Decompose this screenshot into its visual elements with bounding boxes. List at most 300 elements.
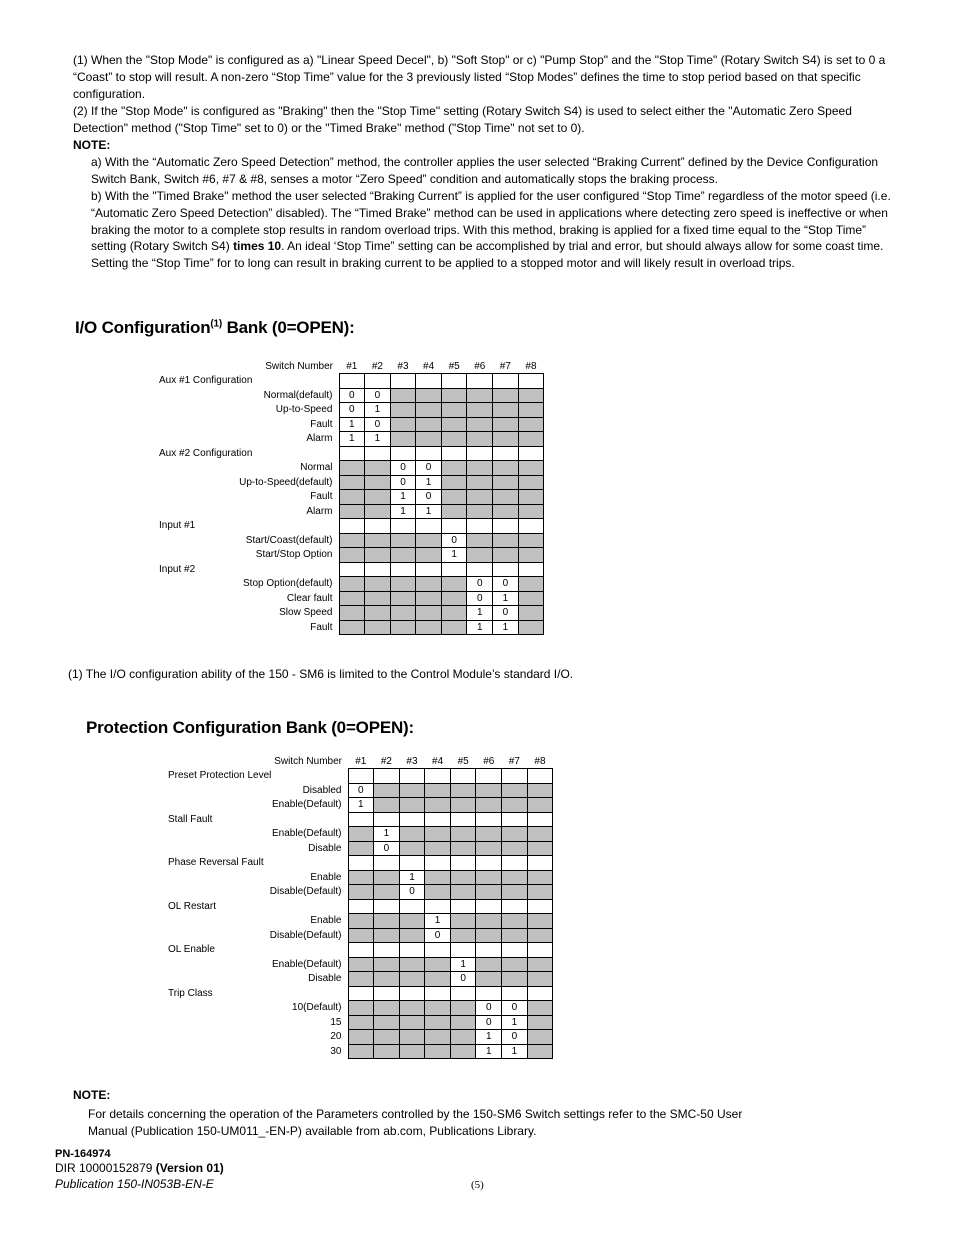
switch-cell-unused [425,798,451,813]
switch-cell-unused [467,403,493,418]
switch-cell [450,812,476,827]
switch-cell-unused [467,475,493,490]
option-row [168,928,553,943]
switch-cell-unused [467,461,493,476]
switch-cell-unused [390,388,416,403]
option-label: Start/Stop Option [255,549,333,561]
io-title-text-end: Bank (0=OPEN): [222,318,355,337]
switch-cell-unused [441,504,467,519]
switch-cell-unused [348,972,374,987]
option-row [168,885,553,900]
switch-cell [399,812,425,827]
switch-cell-unused [502,870,528,885]
switch-cell-unused [348,957,374,972]
option-label: Up-to-Speed [275,404,333,416]
switch-cell-value: 0 [467,591,493,606]
dir-number [55,1161,224,1175]
switch-cell-unused [502,914,528,929]
switch-cell-value: 0 [467,577,493,592]
switch-cell-unused [493,417,519,432]
switch-cell-unused [365,577,391,592]
switch-cell [425,769,451,784]
switch-cell-unused [365,591,391,606]
option-row [168,972,553,987]
option-row [159,533,544,548]
switch-number-header: #6 [474,360,486,372]
option-row [168,914,553,929]
switch-cell [416,562,442,577]
group-label: OL Restart [168,900,216,912]
option-row [159,606,544,621]
group-label: Stall Fault [168,813,213,825]
switch-number-header: #4 [423,360,435,372]
option-label: Alarm [306,505,333,517]
switch-cell-value: 1 [476,1030,502,1045]
switch-cell [441,446,467,461]
switch-cell-unused [527,957,553,972]
io-title-text: I/O Configuration [75,318,211,337]
switch-cell [527,812,553,827]
switch-cell-unused [450,914,476,929]
switch-cell-value: 1 [502,1015,528,1030]
group-row [168,856,553,871]
switch-cell-value: 0 [416,461,442,476]
switch-cell-unused [425,827,451,842]
switch-cell-unused [441,606,467,621]
switch-cell-unused [399,914,425,929]
switch-cell-unused [518,432,544,447]
switch-cell-value: 1 [502,1044,528,1059]
switch-cell-value: 1 [493,620,519,635]
option-row [159,504,544,519]
group-row [159,374,544,389]
switch-cell [425,943,451,958]
switch-cell [348,856,374,871]
switch-number-header: #7 [499,360,511,372]
note-b-text-end: . An ideal ‘Stop Time” setting can be accomplished by trial and error, but should always allow for some coast time. Setting the “Stop Time” for to long can result in braking current to be applied to a stopped motor and will likely result in overload trips. [91,239,884,271]
page-number: (5) [471,1179,484,1191]
option-label: Up-to-Speed(default) [239,476,333,488]
switch-cell-unused [476,798,502,813]
switch-cell-unused [416,533,442,548]
option-label: Enable(Default) [272,828,342,840]
switch-cell [390,446,416,461]
switch-cell-unused [348,1030,374,1045]
switch-cell-unused [476,827,502,842]
switch-cell-unused [374,1015,400,1030]
switch-cell-unused [348,928,374,943]
switch-cell-unused [399,1001,425,1016]
switch-number-header: #4 [432,755,444,767]
option-label: Disable(Default) [269,929,342,941]
option-label: Enable [310,871,342,883]
switch-cell-unused [390,606,416,621]
switch-cell-unused [467,548,493,563]
switch-cell-unused [502,798,528,813]
switch-cell-unused [374,957,400,972]
switch-cell [365,562,391,577]
switch-cell [339,446,365,461]
switch-cell-unused [425,957,451,972]
switch-cell-unused [425,1030,451,1045]
switch-cell-unused [527,798,553,813]
switch-cell [467,446,493,461]
switch-cell-unused [450,885,476,900]
switch-cell-unused [416,591,442,606]
switch-cell-unused [476,885,502,900]
switch-cell-unused [476,957,502,972]
option-label: 20 [330,1031,342,1043]
switch-cell-unused [527,928,553,943]
switch-cell-unused [374,1001,400,1016]
switch-cell-unused [518,475,544,490]
switch-cell [527,899,553,914]
switch-number-header: #3 [397,360,409,372]
note-a: a) With the “Automatic Zero Speed Detection” method, the controller applies the user selected “Braking Current” defined by the Device Configuration Switch Bank, Switch #6, #7 & #8, senses a motor “Zero Speed” condition and automatically stops the braking process. [91,155,879,186]
group-row [168,986,553,1001]
option-label: Clear fault [286,592,333,604]
switch-cell-unused [365,504,391,519]
option-row [168,783,553,798]
option-row [159,577,544,592]
group-label: OL Enable [168,944,215,956]
switch-cell-unused [527,1030,553,1045]
switch-cell-unused [399,841,425,856]
switch-cell-unused [441,475,467,490]
switch-cell-unused [467,432,493,447]
switch-cell [527,856,553,871]
switch-cell [416,374,442,389]
switch-cell-unused [416,577,442,592]
switch-cell-unused [416,388,442,403]
switch-cell-unused [399,798,425,813]
switch-cell [450,856,476,871]
switch-cell-value: 1 [374,827,400,842]
switch-cell-unused [348,827,374,842]
option-label: Normal(default) [263,389,333,401]
switch-cell-unused [399,928,425,943]
switch-cell [348,899,374,914]
switch-cell [390,519,416,534]
note-b-text: b) With the "Timed Brake" method the user selected “Braking Current” is applied for the user configured “Stop Time” regardless of the motor speed (i.e. “Automatic Zero Speed Detection” disabled). The “Timed Brake” method can be used in applications where detecting zero speed is ineffective or when braking the motor to a complete stop results in random overload trips. With this method, braking is applied for a fixed time equal to the “Stop Time” setting (Rotary Switch S4) [91,189,891,254]
switch-cell-value: 1 [339,417,365,432]
switch-cell-unused [399,827,425,842]
option-label: Fault [310,491,333,503]
switch-cell-unused [518,620,544,635]
switch-cell-value: 1 [441,548,467,563]
note-b [91,188,899,272]
switch-cell [441,519,467,534]
group-label: Input #1 [159,520,196,532]
switch-cell [365,446,391,461]
option-label: Disable(Default) [269,886,342,898]
switch-cell-unused [399,1015,425,1030]
part-number: PN-164974 [55,1148,111,1160]
switch-cell-unused [348,914,374,929]
switch-cell-value: 0 [493,577,519,592]
switch-cell-unused [374,798,400,813]
io-footnote: (1) The I/O configuration ability of the 150 - SM6 is limited to the Control Module’s standard I/O. [68,667,574,681]
group-row [168,899,553,914]
publication-number: Publication 150-IN053B-EN-E [55,1177,214,1191]
option-label: Disabled [302,784,342,796]
switch-cell-unused [493,388,519,403]
switch-cell [476,986,502,1001]
switch-cell-unused [450,798,476,813]
switch-cell-unused [339,504,365,519]
switch-cell-unused [390,548,416,563]
switch-cell [450,943,476,958]
switch-cell [425,899,451,914]
switch-cell-value: 1 [399,870,425,885]
switch-cell [374,769,400,784]
switch-cell-unused [493,504,519,519]
switch-cell-unused [441,461,467,476]
io-title-footnote-ref: (1) [210,318,223,330]
switch-cell-unused [527,783,553,798]
switch-cell-unused [502,928,528,943]
switch-cell-unused [518,591,544,606]
switch-cell-value: 0 [502,1001,528,1016]
option-row [168,870,553,885]
switch-cell-unused [527,870,553,885]
switch-cell [348,943,374,958]
switch-number-header: #3 [406,755,418,767]
option-label: Enable(Default) [272,958,342,970]
switch-cell-unused [390,417,416,432]
option-label: Fault [310,418,333,430]
switch-cell [339,519,365,534]
switch-cell-unused [339,606,365,621]
switch-header-row [168,754,553,769]
switch-cell [374,812,400,827]
switch-cell-unused [390,591,416,606]
switch-number-header: #8 [525,360,537,372]
switch-cell-unused [425,783,451,798]
group-label: Preset Protection Level [168,770,272,782]
switch-cell-value: 0 [365,388,391,403]
switch-cell-unused [518,577,544,592]
switch-cell [365,519,391,534]
bottom-note-text: For details concerning the operation of the Parameters controlled by the 150-SM6 Switch settings refer to the SMC-50 User Manual (Publication 150-UM011_-EN-P) available from ab.com, Publications Library. [88,1107,743,1138]
protection-config-title: Protection Configuration Bank (0=OPEN): [86,718,414,737]
switch-cell-unused [450,827,476,842]
switch-cell-unused [518,548,544,563]
switch-cell [416,519,442,534]
switch-cell-unused [441,620,467,635]
switch-cell-unused [390,403,416,418]
switch-cell-unused [502,957,528,972]
option-label: Slow Speed [279,607,333,619]
switch-cell-unused [348,870,374,885]
option-row [168,1044,553,1059]
switch-cell-unused [365,620,391,635]
switch-cell-unused [518,606,544,621]
option-row [159,461,544,476]
switch-cell-unused [416,620,442,635]
switch-cell [348,986,374,1001]
switch-cell-value: 0 [502,1030,528,1045]
switch-cell [527,943,553,958]
switch-cell [450,769,476,784]
group-row [168,812,553,827]
switch-cell [390,374,416,389]
switch-cell-unused [390,620,416,635]
switch-cell [467,562,493,577]
switch-cell [399,943,425,958]
switch-cell-unused [467,533,493,548]
switch-cell-unused [476,841,502,856]
switch-cell-unused [365,461,391,476]
option-label: 10(Default) [292,1002,342,1014]
group-label: Phase Reversal Fault [168,857,264,869]
switch-cell [527,986,553,1001]
note-label: NOTE: [73,138,111,152]
switch-cell-value: 1 [365,403,391,418]
switch-cell-value: 0 [476,1015,502,1030]
group-row [168,943,553,958]
switch-cell [339,374,365,389]
switch-cell [467,519,493,534]
option-row [159,403,544,418]
switch-cell [476,769,502,784]
switch-cell-unused [416,548,442,563]
option-row [168,1001,553,1016]
group-row [159,562,544,577]
switch-cell-unused [527,827,553,842]
switch-cell [502,856,528,871]
switch-cell-value: 0 [493,606,519,621]
switch-cell-unused [425,1015,451,1030]
option-label: Normal [300,462,333,474]
switch-cell-unused [476,914,502,929]
switch-cell-unused [365,533,391,548]
switch-number-label: Switch Number [274,755,342,767]
switch-cell-unused [518,403,544,418]
switch-cell-unused [441,388,467,403]
switch-cell-unused [339,461,365,476]
switch-cell [425,812,451,827]
switch-cell-value: 1 [416,475,442,490]
switch-cell-unused [467,388,493,403]
switch-cell-unused [527,1015,553,1030]
option-row [168,798,553,813]
switch-cell-unused [365,490,391,505]
switch-cell-unused [374,914,400,929]
option-row [168,1030,553,1045]
switch-cell-unused [348,1044,374,1059]
group-label: Trip Class [168,987,213,999]
switch-cell-value: 0 [390,461,416,476]
switch-cell-value: 1 [390,504,416,519]
switch-cell-unused [493,403,519,418]
switch-cell-unused [339,577,365,592]
switch-cell [374,943,400,958]
dir-number-text: DIR 10000152879 [55,1161,156,1175]
option-row [159,417,544,432]
switch-cell [476,856,502,871]
switch-cell-unused [450,1015,476,1030]
switch-cell [365,374,391,389]
switch-cell [374,986,400,1001]
switch-cell-value: 0 [374,841,400,856]
group-row [168,769,553,784]
option-row [168,1015,553,1030]
switch-cell-unused [348,1015,374,1030]
group-label: Aux #2 Configuration [159,447,253,459]
group-label: Input #2 [159,563,196,575]
switch-cell-unused [416,432,442,447]
switch-cell [476,943,502,958]
switch-cell-unused [518,533,544,548]
switch-cell [425,856,451,871]
switch-cell [450,986,476,1001]
switch-cell-value: 1 [416,504,442,519]
option-label: 15 [330,1016,342,1028]
switch-cell-value: 0 [339,388,365,403]
switch-number-label: Switch Number [265,360,333,372]
switch-cell [518,562,544,577]
switch-cell-unused [467,490,493,505]
switch-cell-unused [527,1001,553,1016]
option-row [168,957,553,972]
switch-cell-unused [450,783,476,798]
switch-cell [339,562,365,577]
switch-cell-value: 0 [425,928,451,943]
switch-cell-unused [374,1044,400,1059]
switch-cell-value: 0 [416,490,442,505]
note-b-emphasis: times 10 [233,239,282,254]
option-label: Disable [308,973,342,985]
switch-number-header: #6 [483,755,495,767]
switch-cell-unused [518,461,544,476]
option-row [168,841,553,856]
switch-cell-unused [502,885,528,900]
switch-cell-unused [425,1001,451,1016]
switch-cell-unused [374,928,400,943]
switch-cell-unused [450,870,476,885]
switch-cell [518,519,544,534]
switch-cell-unused [476,870,502,885]
switch-cell-unused [493,475,519,490]
switch-number-header: #1 [346,360,358,372]
switch-cell-unused [527,914,553,929]
switch-cell-unused [518,504,544,519]
switch-cell-unused [527,885,553,900]
switch-cell-unused [450,1030,476,1045]
switch-cell-unused [493,461,519,476]
switch-cell-value: 1 [339,432,365,447]
option-row [159,475,544,490]
switch-cell-unused [339,475,365,490]
switch-cell-unused [425,885,451,900]
switch-cell [493,446,519,461]
switch-cell-value: 0 [348,783,374,798]
group-row [159,519,544,534]
switch-cell-value: 0 [339,403,365,418]
switch-cell [399,899,425,914]
option-label: Stop Option(default) [243,578,333,590]
option-label: Disable [308,842,342,854]
protection-config-table [168,754,553,1059]
switch-cell-unused [518,388,544,403]
switch-cell-unused [339,620,365,635]
switch-cell-value: 0 [450,972,476,987]
switch-cell-unused [416,417,442,432]
switch-cell-unused [399,972,425,987]
switch-cell-unused [390,432,416,447]
switch-cell-unused [493,533,519,548]
